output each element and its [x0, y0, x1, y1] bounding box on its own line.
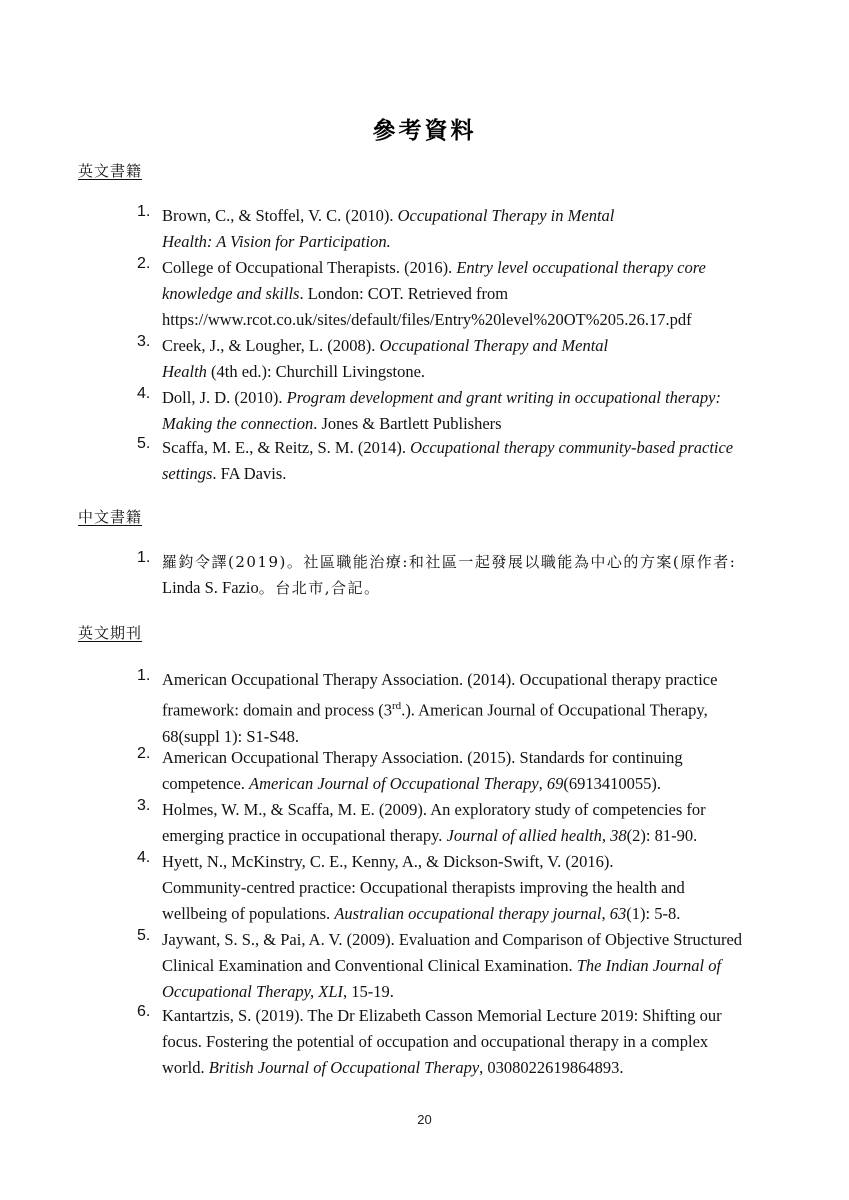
- text-segment: world.: [162, 1058, 209, 1077]
- reference-item: [137, 745, 777, 797]
- reference-line: [162, 875, 777, 901]
- reference-line: [162, 281, 777, 307]
- italic-segment: Australian occupational therapy journal: [334, 904, 602, 923]
- reference-text: [162, 255, 777, 333]
- italic-segment: Journal of allied health: [446, 826, 602, 845]
- reference-item: [137, 255, 777, 333]
- text-segment: emerging practice in occupational therapy.: [162, 826, 447, 845]
- text-segment: Hyett, N., McKinstry, C. E., Kenny, A., & Dickson-Swift, V. (2016).: [162, 852, 614, 871]
- reference-text: [162, 797, 777, 849]
- text-segment: rd: [392, 700, 402, 712]
- reference-line: [162, 461, 777, 487]
- reference-line: [162, 823, 777, 849]
- reference-line: [162, 1003, 777, 1029]
- reference-line: [162, 901, 777, 927]
- text-segment: ,: [601, 826, 611, 845]
- italic-segment: Health: A Vision for Participation.: [162, 232, 391, 251]
- reference-number: 2.: [137, 255, 151, 272]
- text-segment: Linda S. Fazio: [162, 578, 259, 597]
- reference-text: [162, 927, 777, 1005]
- text-segment: Jaywant, S. S., & Pai, A. V. (2009). Evaluation and Comparison of Objective Structured: [162, 930, 743, 949]
- reference-text: [162, 745, 777, 797]
- text-segment: Holmes, W. M., & Scaffa, M. E. (2009). An exploratory study of competencies for: [162, 800, 706, 819]
- italic-segment: 63: [609, 904, 627, 923]
- reference-item: [137, 797, 777, 849]
- italic-segment: settings: [162, 464, 213, 483]
- reference-line: [162, 979, 777, 1005]
- text-segment: (4th ed.): Churchill Livingstone.: [206, 362, 426, 381]
- text-segment: 羅鈞令譯(2019)。社區職能治療:和社區一起發展以職能為中心的方案(原作者:: [162, 553, 737, 571]
- reference-number: 5.: [137, 927, 151, 944]
- text-segment: College of Occupational Therapists. (2016).: [162, 258, 457, 277]
- italic-segment: Occupational Therapy and Mental: [379, 336, 609, 355]
- reference-item: [137, 203, 777, 255]
- text-segment: Doll, J. D. (2010).: [162, 388, 287, 407]
- reference-line: [162, 333, 777, 359]
- reference-line: [162, 1029, 777, 1055]
- reference-line: [162, 927, 777, 953]
- reference-number: 2.: [137, 745, 151, 762]
- italic-segment: knowledge and skills: [162, 284, 300, 303]
- reference-line: [162, 549, 777, 575]
- reference-text: [162, 435, 777, 487]
- text-segment: . FA Davis.: [212, 464, 287, 483]
- page-number: 20: [417, 1112, 432, 1127]
- reference-line: [162, 771, 777, 797]
- reference-text: [162, 333, 777, 385]
- text-segment: ,: [601, 904, 610, 923]
- reference-line: [162, 411, 777, 437]
- italic-segment: Occupational therapy community-based practice: [410, 438, 734, 457]
- text-segment: Community-centred practice: Occupational therapists improving the health and: [162, 878, 685, 897]
- reference-number: 1.: [137, 549, 151, 566]
- reference-number: 5.: [137, 435, 151, 452]
- reference-line: [162, 667, 777, 693]
- text-segment: (1): 5-8.: [626, 904, 681, 923]
- italic-segment: Making the connection: [162, 414, 314, 433]
- text-segment: https://www.rcot.co.uk/sites/default/files/Entry%20level%20OT%205.26.17.pdf: [162, 310, 692, 329]
- reference-line: [162, 575, 777, 601]
- reference-line: [162, 745, 777, 771]
- reference-number: 4.: [137, 849, 151, 866]
- reference-line: [162, 359, 777, 385]
- text-segment: competence.: [162, 774, 250, 793]
- text-segment: . London: COT. Retrieved from: [299, 284, 509, 303]
- italic-segment: Occupational Therapy, XLI: [162, 982, 344, 1001]
- italic-segment: British Journal of Occupational Therapy: [208, 1058, 480, 1077]
- reference-text: [162, 849, 777, 927]
- text-segment: Kantartzis, S. (2019). The Dr Elizabeth Casson Memorial Lecture 2019: Shifting our: [162, 1006, 722, 1025]
- text-segment: , 0308022619864893.: [479, 1058, 624, 1077]
- reference-item: [137, 385, 777, 437]
- text-segment: (6913410055).: [563, 774, 662, 793]
- reference-number: 6.: [137, 1003, 151, 1020]
- italic-segment: 38: [610, 826, 627, 845]
- text-segment: , 15-19.: [343, 982, 394, 1001]
- italic-segment: Occupational Therapy in Mental: [397, 206, 615, 225]
- reference-text: [162, 549, 777, 601]
- reference-line: [162, 1055, 777, 1081]
- reference-item: [137, 849, 777, 927]
- reference-line: [162, 255, 777, 281]
- reference-item: [137, 435, 777, 487]
- reference-line: [162, 385, 777, 411]
- reference-number: 1.: [137, 667, 151, 684]
- reference-line: [162, 849, 777, 875]
- reference-line: [162, 797, 777, 823]
- text-segment: Scaffa, M. E., & Reitz, S. M. (2014).: [162, 438, 411, 457]
- text-segment: 。台北市,合記。: [258, 579, 381, 597]
- reference-item: [137, 927, 777, 1005]
- reference-line: [162, 229, 777, 255]
- reference-number: 3.: [137, 333, 151, 350]
- reference-text: [162, 667, 777, 750]
- reference-text: [162, 385, 777, 437]
- reference-number: 1.: [137, 203, 151, 220]
- italic-segment: Health: [162, 362, 207, 381]
- text-segment: American Occupational Therapy Association. (2014). Occupational therapy practice: [162, 670, 718, 689]
- italic-segment: Entry level occupational therapy core: [456, 258, 706, 277]
- reference-number: 3.: [137, 797, 151, 814]
- reference-text: [162, 1003, 777, 1081]
- text-segment: Brown, C., & Stoffel, V. C. (2010).: [162, 206, 398, 225]
- text-segment: framework: domain and process (3: [162, 700, 393, 720]
- reference-item: [137, 333, 777, 385]
- text-segment: wellbeing of populations.: [162, 904, 335, 923]
- text-segment: 68(suppl 1): S1-S48.: [162, 726, 300, 746]
- reference-item: [137, 549, 777, 601]
- reference-line: [162, 307, 777, 333]
- reference-item: [137, 667, 777, 750]
- italic-segment: The Indian Journal of: [576, 956, 722, 975]
- reference-line: [162, 693, 777, 724]
- section-heading-english-journals: 英文期刊: [78, 624, 143, 642]
- section-heading-chinese-books: 中文書籍: [78, 508, 143, 526]
- reference-item: [137, 1003, 777, 1081]
- page-title: 參考資料: [372, 117, 477, 144]
- reference-line: [162, 953, 777, 979]
- italic-segment: Program development and grant writing in occupational therapy:: [286, 388, 721, 407]
- text-segment: Clinical Examination and Conventional Clinical Examination.: [162, 956, 577, 975]
- text-segment: ,: [538, 774, 547, 793]
- reference-text: [162, 203, 777, 255]
- text-segment: Creek, J., & Lougher, L. (2008).: [162, 336, 380, 355]
- text-segment: . Jones & Bartlett Publishers: [313, 414, 502, 433]
- reference-number: 4.: [137, 385, 151, 402]
- reference-line: [162, 435, 777, 461]
- italic-segment: 69: [546, 774, 564, 793]
- section-heading-english-books: 英文書籍: [78, 162, 143, 180]
- italic-segment: American Journal of Occupational Therapy: [249, 774, 539, 793]
- text-segment: focus. Fostering the potential of occupation and occupational therapy in a complex: [162, 1032, 709, 1051]
- text-segment: (2): 81-90.: [626, 826, 698, 845]
- text-segment: American Occupational Therapy Association. (2015). Standards for continuing: [162, 748, 683, 767]
- text-segment: .). American Journal of Occupational Therapy,: [401, 700, 708, 720]
- reference-line: [162, 203, 777, 229]
